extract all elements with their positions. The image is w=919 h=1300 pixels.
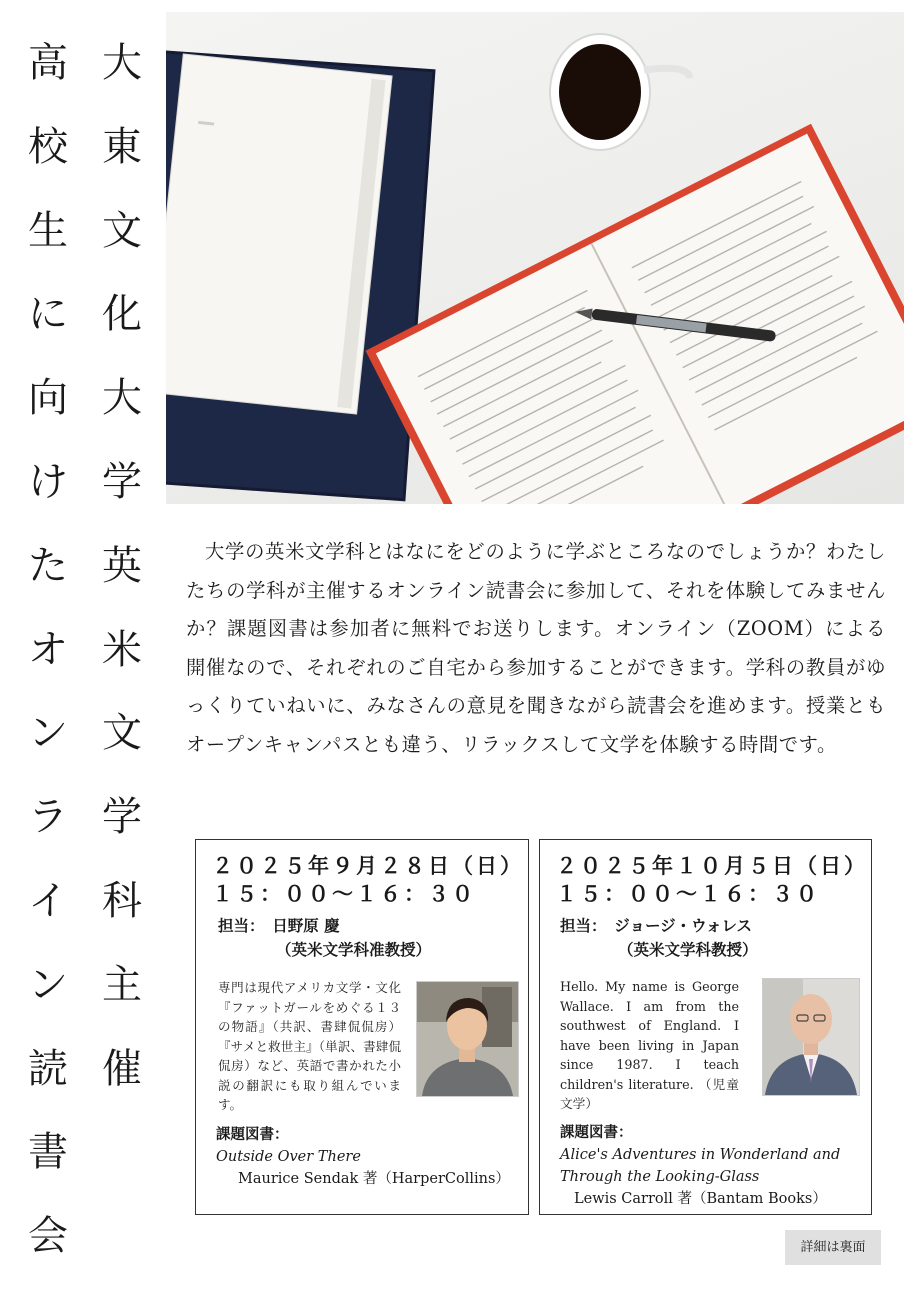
title-char: ン [28,961,68,1008]
title-char: オ [28,626,68,673]
title-char: 米 [102,626,142,673]
book-label: 課題図書： [216,1126,289,1143]
assigned-book [216,1124,510,1190]
title-char: 生 [28,207,68,254]
title-char: イ [28,877,68,924]
details-on-back-button[interactable]: 詳細は裏面 [785,1230,881,1265]
title-char: け [28,458,68,505]
title-column-organizer [96,22,148,1111]
book-author: Maurice Sendak 著（HarperCollins） [238,1171,510,1187]
session-datetime [556,852,868,908]
title-char: 主 [102,961,142,1008]
title-char: 読 [28,1045,68,1092]
session-instructor [218,914,431,962]
instructor-title: （英米文学科教授） [618,940,758,959]
title-char: 文 [102,207,142,254]
header-photo [166,12,904,504]
title-char: 科 [102,877,142,924]
session-datetime [212,852,524,908]
title-char: 催 [102,1045,142,1092]
instructor-name: 担当： 日野原 慶 [218,916,340,935]
title-char: た [28,542,68,589]
title-char: 会 [28,1213,68,1260]
title-char: 東 [102,123,142,170]
intro-paragraph: 大学の英米文学科とはなにをどのように学ぶところなのでしょうか？わたしたちの学科が主催するオンライン読書会に参加して、それを体験してみませんか？課題図書は参加者に無料でお送りします。オンライン（ZOOM）による開催なので、それぞれのご自宅から参加することができます。学科の教員がゆっくりていねいに、みなさんの意見を聞きながら読書会を進めます。授業ともオープンキャンパスとも違う、リラックスして文学を体験する時間です。 [186,540,886,756]
session-card-2 [539,839,872,1215]
title-column-event [22,22,74,1279]
title-char: に [28,291,68,338]
instructor-photo [762,978,860,1096]
title-char: 向 [28,375,68,422]
instructor-title: （英米文学科准教授） [276,940,432,959]
session-time: １５：００～１６：３０ [556,881,820,906]
book-title: Alice's Adventures in Wonderland and Through the Looking-Glass [560,1147,841,1185]
session-card-1 [195,839,529,1215]
instructor-name: 担当： ジョージ・ウォレス [560,916,753,935]
instructor-bio: 専門は現代アメリカ文学・文化 『ファットガールをめぐる１３の物語』（共訳、書肆侃侃房）『サメと救世主』（単訳、書肆侃侃房）など、英語で書かれた小説の翻訳にも取り組んでいます。 [218,980,401,1112]
session-time: １５：００～１６：３０ [212,881,476,906]
title-char: ラ [28,794,68,841]
instructor-bio: Hello. My name is George Wallace. I am from the southwest of England. I have been living in Japan since 1987. I teach children's literature. （児童文学） [560,979,739,1111]
session-date: ２０２５年９月２８日（日） [212,853,524,878]
title-char: 大 [102,40,142,86]
title-char: 高 [28,40,68,86]
assigned-book [560,1122,860,1210]
instructor-photo [416,981,519,1097]
title-char: 学 [102,794,142,841]
title-char: ン [28,710,68,757]
title-char: 校 [28,123,68,170]
title-char: 英 [102,542,142,589]
title-char: 書 [28,1129,68,1176]
title-char: 大 [102,375,142,422]
book-label: 課題図書： [560,1124,633,1141]
title-char: 学 [102,458,142,505]
session-date: ２０２５年１０月５日（日） [556,853,868,878]
session-instructor [560,914,758,962]
book-author: Lewis Carroll 著（Bantam Books） [574,1191,827,1207]
book-title: Outside Over There [216,1149,361,1165]
title-char: 文 [102,710,142,757]
title-char: 化 [102,291,142,338]
